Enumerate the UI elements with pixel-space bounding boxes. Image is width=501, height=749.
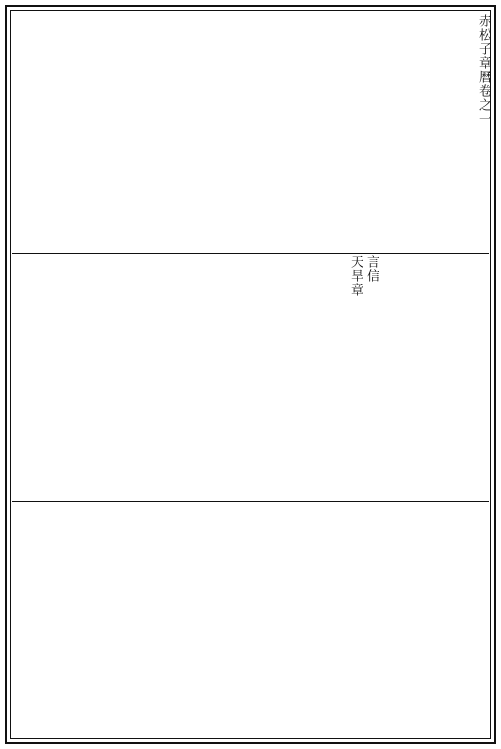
middle-column bbox=[283, 255, 299, 486]
bottom-column bbox=[139, 503, 155, 725]
bottom-column bbox=[171, 503, 187, 725]
bottom-column bbox=[299, 503, 315, 725]
top-column bbox=[379, 14, 395, 238]
top-column bbox=[171, 14, 187, 238]
top-column bbox=[155, 14, 171, 238]
top-column bbox=[187, 14, 203, 238]
register-middle bbox=[8, 249, 493, 492]
bottom-column bbox=[363, 503, 379, 725]
top-column bbox=[363, 14, 379, 238]
top-column bbox=[459, 14, 475, 238]
bottom-column bbox=[443, 503, 459, 725]
bottom-column bbox=[347, 503, 363, 725]
top-column bbox=[219, 14, 235, 238]
top-column bbox=[267, 14, 283, 238]
bottom-column bbox=[187, 503, 203, 725]
middle-column bbox=[203, 255, 219, 486]
bottom-column bbox=[427, 503, 443, 725]
top-column bbox=[123, 14, 139, 238]
top-column bbox=[315, 14, 331, 238]
bottom-column bbox=[251, 503, 267, 725]
bottom-column bbox=[219, 503, 235, 725]
middle-column bbox=[235, 255, 251, 486]
top-column bbox=[203, 14, 219, 238]
top-column bbox=[235, 14, 251, 238]
middle-column bbox=[331, 255, 347, 486]
middle-column bbox=[267, 255, 283, 486]
register-top bbox=[8, 8, 493, 244]
register-bottom bbox=[8, 497, 493, 731]
top-column bbox=[107, 14, 123, 238]
bottom-column bbox=[459, 503, 475, 725]
top-column bbox=[395, 14, 411, 238]
middle-column bbox=[315, 255, 331, 486]
middle-column: 言信 bbox=[364, 255, 379, 283]
top-column bbox=[443, 14, 459, 238]
bottom-column bbox=[315, 503, 331, 725]
bottom-column bbox=[379, 503, 395, 725]
middle-column bbox=[187, 255, 203, 486]
top-column bbox=[411, 14, 427, 238]
middle-column bbox=[219, 255, 235, 486]
bottom-column bbox=[283, 503, 299, 725]
bottom-column bbox=[331, 503, 347, 725]
middle-column bbox=[459, 255, 475, 486]
bottom-column bbox=[395, 503, 411, 725]
middle-column bbox=[443, 255, 459, 486]
middle-column bbox=[251, 255, 267, 486]
top-column: 赤松子章曆卷之一 bbox=[476, 14, 491, 126]
middle-column bbox=[379, 255, 395, 486]
middle-column bbox=[411, 255, 427, 486]
middle-column bbox=[475, 255, 491, 486]
middle-column: 天旱章 bbox=[348, 255, 363, 297]
bottom-column bbox=[235, 503, 251, 725]
top-column bbox=[347, 14, 363, 238]
bottom-column bbox=[203, 503, 219, 725]
top-column bbox=[251, 14, 267, 238]
top-column bbox=[331, 14, 347, 238]
top-column bbox=[283, 14, 299, 238]
top-column bbox=[427, 14, 443, 238]
bottom-column bbox=[411, 503, 427, 725]
middle-column bbox=[427, 255, 443, 486]
middle-column bbox=[395, 255, 411, 486]
middle-column bbox=[299, 255, 315, 486]
bottom-column bbox=[267, 503, 283, 725]
top-column bbox=[139, 14, 155, 238]
top-column bbox=[299, 14, 315, 238]
bottom-column bbox=[155, 503, 171, 725]
bottom-column bbox=[475, 503, 491, 725]
